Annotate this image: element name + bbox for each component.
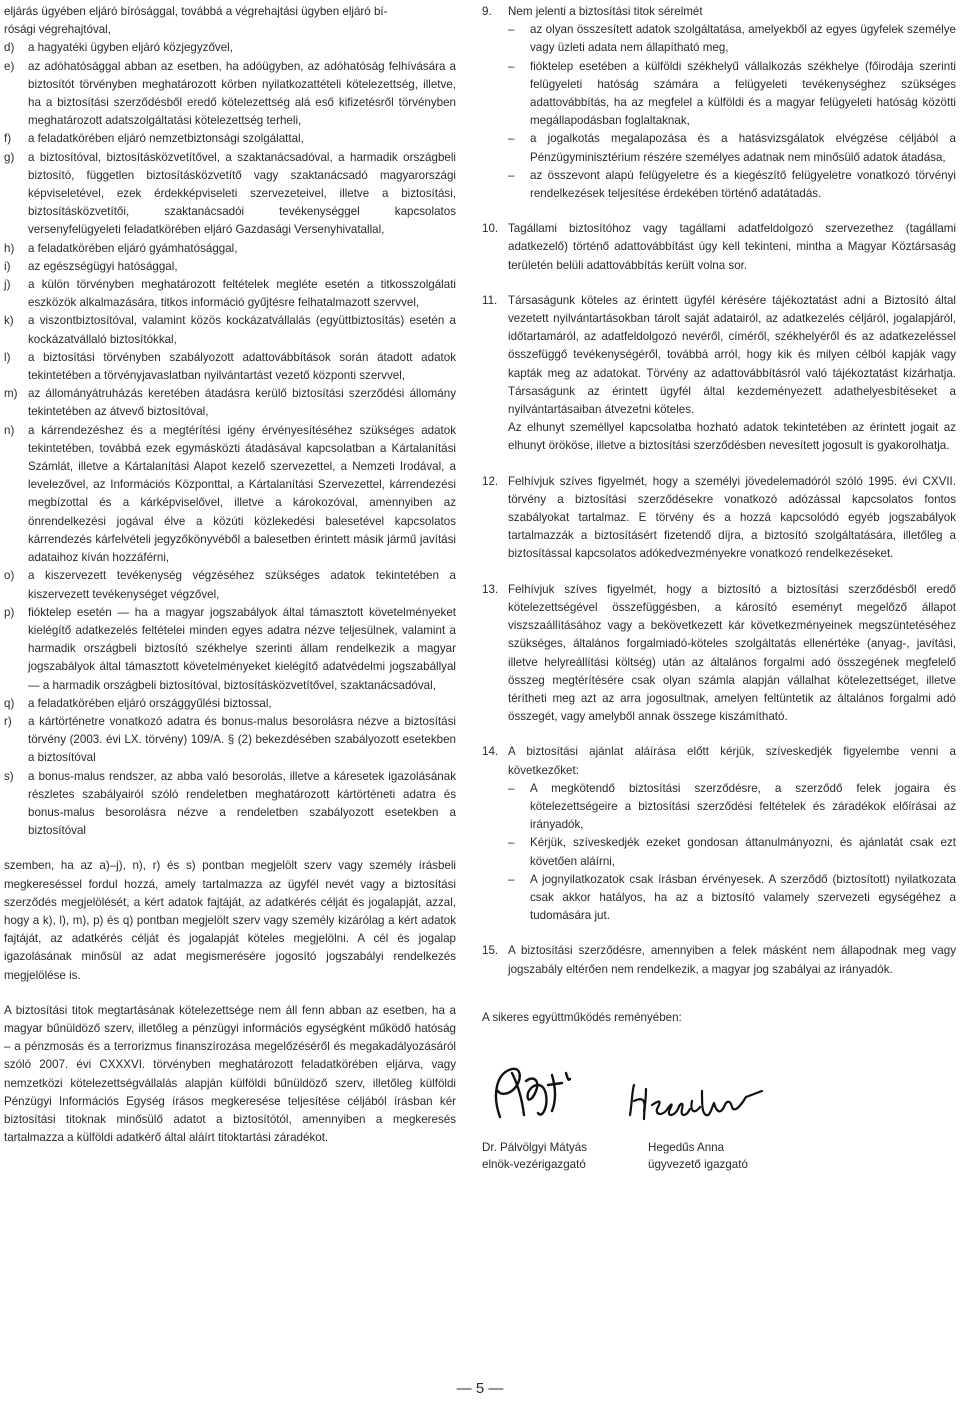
list-item-text: a kiszervezett tevékenység végzéséhez szükséges adatok tekintetében a kiszervezett tevékenységet végzővel, xyxy=(28,569,456,601)
list-item-label: m) xyxy=(4,387,18,401)
item-number: 9. xyxy=(482,5,492,18)
list-item-label: i) xyxy=(4,259,11,273)
page-number: — 5 — xyxy=(456,1380,504,1397)
item-number: 13. xyxy=(482,582,499,596)
intro-line: rósági végrehajtóval, xyxy=(4,23,111,37)
item-number: 11. xyxy=(482,293,498,307)
list-item xyxy=(4,149,456,240)
dash-item-text: A jognyilatkozatok csak írásban érvényesek. A szerződő (biztosított) nyilatkozata csak akkor hatályos, ha az a biztosító valamely szervezeti egységéhez a tudomására jut. xyxy=(530,872,956,923)
list-item xyxy=(4,349,456,385)
list-item-text: a bonus-malus rendszer, az abba való besorolás, illetve a káresetek igazolásának részletes szabályairól szóló rendeletben meghatározott kártörténeti adatra és bonus-malus besorolásra nézve a rendeletben szabályozott esetekben a biztosítóval xyxy=(28,769,456,838)
list-item-label: o) xyxy=(4,569,15,583)
list-item-text: a viszontbiztosítóval, valamint közös kockázatvállalás (együttbiztosítás) esetén a kockázatvállaló biztosítókkal, xyxy=(28,314,456,346)
list-item-label: n) xyxy=(4,423,15,437)
list-item xyxy=(4,312,456,348)
numbered-item-9 xyxy=(482,3,956,203)
dash-item-text: az összevont alapú felügyeletre és a kiegészítő felügyeletre vonatkozó törvényi rendelkezések teljesítése érdekében történő adatátadás. xyxy=(530,168,956,201)
signatory-title: ügyvezető igazgató xyxy=(648,1157,748,1171)
item-text: Felhívjuk szíves figyelmét, hogy a személyi jövedelemadóról szóló 1995. évi CXVII. törvény a biztosítási szerződésekre vonatkozó adózással kapcsolatos fontos szabályokat tartalmaz. E törvény és a hozzá kapcsolódó egyéb jogszabályok tartalmazzák a biztosításért fizetendő díjra, a biztosító szolgáltatására, illetőleg a biztosítással kapcsolatos adókedvezményekre vonatkozó rendelkezéseket. xyxy=(508,474,956,561)
list-item-text: a külön törvényben meghatározott feltételek megléte esetén a titkosszolgálati eszközök alkalmazására, titkos információ gyűjtésre felhatalmazott szervvel, xyxy=(28,278,456,310)
list-item-label: s) xyxy=(4,769,14,783)
signatory-name: Dr. Pálvölgyi Mátyás xyxy=(482,1140,588,1154)
list-item-label: l) xyxy=(4,350,11,364)
signatory-1 xyxy=(482,1139,587,1173)
list-item-text: fióktelep esetén — ha a magyar jogszabályok által támasztott követelményeket kielégítő adatkezelés feltételei minden egyes adatra nézve teljesülnek, valamint a harmadik országbeli biztosító székhelye szerinti állam rendelkezik a magyar jogszabályok által támasztott követelményeket kielégítő adatvédelmi jogszabállyal — a harmadik országbeli biztosítóval, biztosításközvetítővel, szaktanácsadóval, xyxy=(28,605,456,692)
list-item xyxy=(4,240,456,258)
list-item-label: j) xyxy=(4,278,11,292)
item-text: Felhívjuk szíves figyelmét, hogy a biztosító a biztosítási szerződésből eredő kötelezettségével összefüggésben, a károsító eseményt megelőző állapot viszszaállításához vagy a bekövetkezett kár következményeinek megszüntetéséhez szükséges, általános forgalmiadó-köteles szolgáltatás ellenértéke (anyag-, javítási, illetve helyreállítási költség) után az általános forgalmi adó összegének megfelelő összeg megtérítésére csak olyan számla alapján vállalhat kötelezettséget, illetve térítheti meg azt az arra jogosultnak, amelyen feltüntetik az általános forgalmi adó összegét, vagy amelyből annak összege kiszámítható. xyxy=(508,582,956,724)
list-item-text: a feladatkörében eljáró nemzetbiztonsági szolgálattal, xyxy=(28,132,304,146)
item-number: 10. xyxy=(482,222,499,236)
list-item-text: a feladatkörében eljáró országgyűlési biztossal, xyxy=(28,696,272,710)
dash-list xyxy=(508,780,956,926)
dash-bullet: – xyxy=(508,132,515,146)
list-item xyxy=(4,567,456,603)
lettered-list xyxy=(4,39,456,840)
dash-bullet: – xyxy=(508,59,515,73)
intro-text xyxy=(4,3,456,39)
item-text: Tagállami biztosítóhoz vagy tagállami adatfeldolgozó szervezethez (tagállami adatkezelő) történő adattovábbítást úgy kell tekinteni, mintha a Magyar Köztársaság területén belüli adattovábbítás került volna sor. xyxy=(508,222,956,272)
signature-palvolgyi xyxy=(482,1055,592,1135)
item-title: Nem jelenti a biztosítási titok sérelmét xyxy=(508,5,703,18)
list-item-text: a kártörténetre vonatkozó adatra és bonus-malus besorolásra nézve a biztosítási törvény (2003. évi LX. törvény) 109/A. § (2) bekezdésében szabályozott esetekben a biztosítóval xyxy=(28,714,456,765)
dash-bullet: – xyxy=(508,23,515,37)
list-item-label: k) xyxy=(4,314,14,328)
signature-hegedus xyxy=(622,1077,772,1127)
numbered-item-11 xyxy=(482,292,956,456)
signature-block xyxy=(482,1027,956,1177)
item-number: 12. xyxy=(482,474,499,488)
list-item-label: q) xyxy=(4,696,15,710)
list-item xyxy=(4,695,456,713)
list-item-text: a kárrendezéshez és a megtérítési igény érvényesítéséhez szükséges adatok tekintetében, továbbá ezek egymásközti átadásával kapcsolatban a Kártalanítási Számlát, illetve a Kártalanítási Alapot kezelő szervezettel, a Nemzeti Irodával, a levelezővel, az Információs Központtal, a Kártalanítási Szervezettel, kárrendezési megbízottal és a kárképviselővel, illetve a károkozóval, amennyiben az önrendelkezési jogával élve a közúti közlekedési balesetével kapcsolatos kárrendezés kárfelvételi jegyzőkönyvéből a balesetben érintett másik jármű javítási adataihoz kíván hozzáférni, xyxy=(28,423,456,565)
list-item xyxy=(4,604,456,695)
paragraph-conditions: szemben, ha az a)–j), n), r) és s) pontban megjelölt szerv vagy személy írásbeli megkereséssel fordul hozzá, amely tartalmazza az ügyfél nevét vagy a biztosítási szerződés megjelölését, a kért adatok fajtáját, az adatkérés célját és jogalapját, azzal, hogy a k), l), m), p) és q) pontban megjelölt szerv vagy személy kizárólag a kért adatok fajtáját, az adatkérés célját és jogalapját köteles megjelölni. A cél és jogalap igazolásának minősül az adat megismerésére jogosító jogszabályi rendelkezés megjelölése is. xyxy=(4,859,456,982)
list-item-text: a biztosítási törvényben szabályozott adattovábbítások során átadott adatok tekintetében a törvényjavaslatban nyilvántartást vezető központi szervvel, xyxy=(28,350,456,383)
list-item-label: p) xyxy=(4,605,15,619)
numbered-item-14 xyxy=(482,743,956,925)
dash-bullet: – xyxy=(508,168,515,182)
list-item xyxy=(4,39,456,57)
list-item-label: d) xyxy=(4,41,15,55)
list-item xyxy=(4,713,456,768)
dash-bullet: – xyxy=(508,781,515,795)
dash-list xyxy=(508,21,956,203)
signatory-title: elnök-vezérigazgató xyxy=(482,1157,586,1171)
numbered-item-12 xyxy=(482,473,956,564)
signatory-2 xyxy=(648,1139,748,1173)
dash-item-text: A megkötendő biztosítási szerződésre, a szerződő felek jogaira és kötelezettségeire a biztosítási szerződési feltételek és záradékok előírásai az irányadók, xyxy=(530,781,956,832)
item-number: 14. xyxy=(482,745,499,759)
list-item xyxy=(4,258,456,276)
item-text: Társaságunk köteles az érintett ügyfél kérésére tájékoztatást adni a Biztosító által vezetett nyilvántartásokban tárolt saját adatairól, az adatkezelés céljáról, jogalapjáról, időtartamáról, az adatfeldolgozó nevéről, címéről, székhelyéről és az adatkezeléssel összefüggő tevékenységéről, továbbá arról, hogy kik és milyen célból kapják vagy kapták meg az adatokat. Törvény az adattovábbításról való tájékoztatást kizárhatja. Társaságunk az érintett ügyfél által kezdeményezett adathelyesbítéseket a nyilvántartásaiban átvezetni köteles. xyxy=(508,293,956,417)
list-item xyxy=(4,385,456,421)
list-item xyxy=(4,768,456,841)
item-text: A biztosítási szerződésre, amennyiben a felek másként nem állapodnak meg vagy jogszabály eltérően nem rendelkezik, a magyar jog szabályai az irányadók. xyxy=(508,944,956,976)
item-text-continued: Az elhunyt személlyel kapcsolatba hozható adatok tekintetében az érintett jogait az elhunyt örököse, illetve a biztosítási szerződésben nevesített jogosult is gyakorolhatja. xyxy=(508,421,956,453)
dash-item xyxy=(508,167,956,203)
list-item-text: a feladatkörében eljáró gyámhatósággal, xyxy=(28,241,238,255)
dash-item xyxy=(508,871,956,926)
dash-item-text: az olyan összesített adatok szolgáltatása, amelyekből az egyes ügyfelek személye vagy üzleti adata nem állapítható meg, xyxy=(530,23,956,55)
dash-item xyxy=(508,130,956,166)
list-item-label: r) xyxy=(4,714,12,728)
intro-line: eljárás ügyében eljáró bírósággal, továbbá a végrehajtási ügyben eljáró bí- xyxy=(4,5,388,18)
dash-item-text: Kérjük, szíveskedjék ezeket gondosan áttanulmányozni, és ajánlatát csak ezt követően aláírni, xyxy=(530,836,956,868)
dash-item-text: fióktelep esetében a külföldi székhelyű vállalkozás székhelye (főirodája szerinti felügyeleti hatóság számára a felügyeleti tevékenységhez szükséges adattovábbítás, ha az megfelel a külföldi és a magyar felügyeleti hatóság közötti megállapodásban foglaltaknak, xyxy=(530,59,956,128)
dash-item xyxy=(508,58,956,131)
dash-item-text: a jogalkotás megalapozása és a hatásvizsgálatok elvégzése céljából a Pénzügyminisztérium részére személyes adatnak nem minősülő adatok átadása, xyxy=(530,132,956,164)
list-item xyxy=(4,130,456,148)
list-item xyxy=(4,58,456,131)
list-item-text: az állományátruházás keretében átadásra kerülő biztosítási szerződési állomány tekintetében az átvevő biztosítóval, xyxy=(28,387,456,419)
paragraph-exception: A biztosítási titok megtartásának kötelezettsége nem áll fenn abban az esetben, ha a magyar bűnüldöző szerv, illetőleg a pénzügyi információs egységként működő hatóság – a pénzmosás és a terrorizmus finanszírozása megelőzéséről és megakadályozásáról szóló 2007. évi CXXXVI. törvényben meghatározott feladatkörében eljárva, vagy nemzetközi kötelezettségvállalás alapján külföldi bűnüldöző szerv, illetőleg külföldi Pénzügyi Információs Egység írásos megkeresése teljesítése céljából írásban kér biztosítási titoknak minősülő adatot a biztosítótól, amennyiben a megkeresés tartalmazza a külföldi adatkérő által aláírt titoktartási záradékot. xyxy=(4,1003,456,1145)
right-column xyxy=(482,3,956,1177)
list-item-text: az adóhatósággal abban az esetben, ha adóügyben, az adóhatóság felhívására a biztosítót törvényben meghatározott körben nyilatkozattételi kötelezettség, illetve, ha a biztosítási szerződésből eredő kötelezettség alá eső kifizetésről törvényben meghatározott adatszolgáltatási kötelezettség terheli, xyxy=(28,59,456,128)
list-item xyxy=(4,276,456,312)
dash-bullet: – xyxy=(508,872,515,886)
left-column xyxy=(4,3,456,1147)
list-item-label: h) xyxy=(4,241,15,255)
numbered-item-13 xyxy=(482,581,956,727)
item-number: 15. xyxy=(482,944,499,958)
list-item-text: az egészségügyi hatósággal, xyxy=(28,259,178,273)
dash-bullet: – xyxy=(508,836,515,850)
list-item-label: e) xyxy=(4,59,15,73)
list-item-text: a hagyatéki ügyben eljáró közjegyzővel, xyxy=(28,41,233,55)
signatory-name: Hegedűs Anna xyxy=(648,1140,725,1154)
list-item-label: f) xyxy=(4,132,12,146)
numbered-item-10 xyxy=(482,220,956,275)
closing-line: A sikeres együttműködés reményében: xyxy=(482,1010,682,1024)
item-title: A biztosítási ajánlat aláírása előtt kérjük, szíveskedjék figyelembe venni a következőket: xyxy=(508,745,956,777)
dash-item xyxy=(508,21,956,57)
dash-item xyxy=(508,834,956,870)
list-item xyxy=(4,422,456,568)
numbered-item-15 xyxy=(482,942,956,978)
list-item-label: g) xyxy=(4,150,15,164)
list-item-text: a biztosítóval, biztosításközvetítővel, a szaktanácsadóval, a harmadik országbeli biztosító, független biztosításközvetítő vagy szaktanácsadó magyarországi képviseletével, ezek érdekképviseleti szervezeteivel, illetve a biztosítási, biztosításközvetítői, szaktanácsadói tevékenységgel kapcsolatos versenyfelügyeleti feladatkörében eljáró Gazdasági Versenyhivatallal, xyxy=(28,150,456,237)
dash-item xyxy=(508,780,956,835)
